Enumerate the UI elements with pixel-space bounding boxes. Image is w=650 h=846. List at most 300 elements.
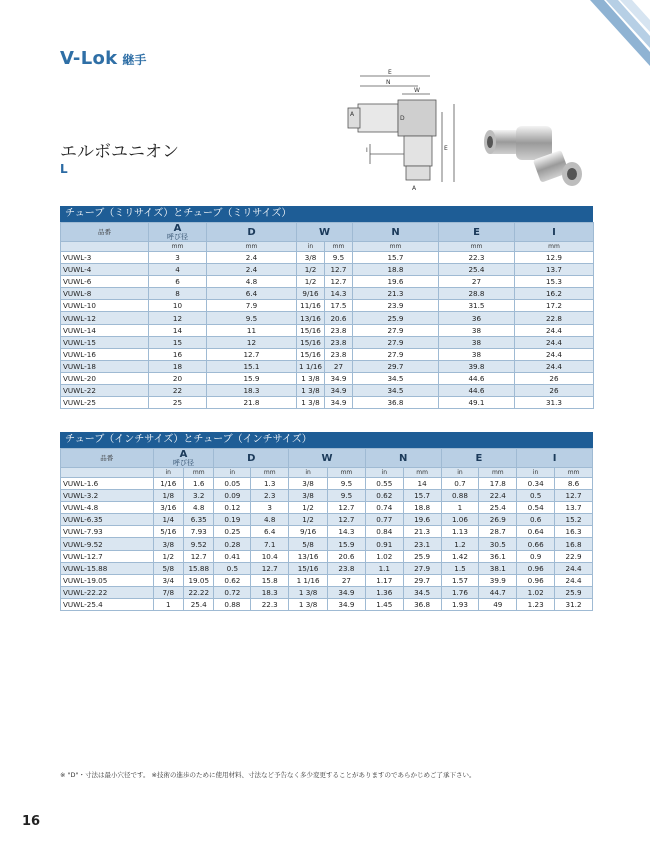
part-number-cell: VUWL-8: [61, 288, 149, 300]
diagram-label-e2: E: [444, 145, 448, 152]
table-cell: 15.7: [353, 252, 439, 264]
table-cell: 39.8: [439, 360, 515, 372]
table-cell: 25.4: [184, 598, 214, 610]
table-cell: 22.22: [184, 586, 214, 598]
table-cell: 4.8: [207, 276, 297, 288]
table-cell: 13.7: [515, 264, 594, 276]
table-cell: 21.3: [403, 526, 441, 538]
table-cell: 39.9: [479, 574, 517, 586]
inch-table-grid: [60, 448, 593, 611]
table-cell: 19.05: [184, 574, 214, 586]
table-row: [61, 478, 593, 490]
table-cell: 1.13: [441, 526, 479, 538]
part-number-cell: VUWL-10: [61, 300, 149, 312]
table-row: [61, 598, 593, 610]
table-cell: 8: [149, 288, 207, 300]
table-cell: 29.7: [353, 360, 439, 372]
col-e: E: [441, 449, 517, 468]
table-cell: 25: [149, 397, 207, 409]
table-cell: 4.8: [251, 514, 289, 526]
table-cell: 14: [149, 324, 207, 336]
table-cell: 27.9: [353, 348, 439, 360]
col-e: E: [439, 223, 515, 242]
col-w: W: [289, 449, 366, 468]
table-cell: 0.64: [517, 526, 555, 538]
table-cell: 31.2: [555, 598, 593, 610]
table-cell: 6: [149, 276, 207, 288]
table-cell: 25.4: [439, 264, 515, 276]
table-cell: 1 1/16: [289, 574, 328, 586]
table-cell: 27.9: [353, 336, 439, 348]
table-cell: 0.9: [517, 550, 555, 562]
table-cell: 34.9: [328, 586, 366, 598]
table-cell: 15.2: [555, 514, 593, 526]
part-number-cell: VUWL-22: [61, 385, 149, 397]
unit-mm: mm: [149, 242, 207, 252]
page-title: エルボユニオン: [60, 142, 179, 162]
table-row: [61, 300, 594, 312]
table-cell: 2.3: [251, 490, 289, 502]
diagram-label-e: E: [388, 69, 392, 76]
diagram-label-a: A: [412, 185, 417, 192]
table-cell: 29.7: [403, 574, 441, 586]
table-cell: 34.9: [325, 385, 353, 397]
table-cell: 0.66: [517, 538, 555, 550]
table-cell: 1/2: [153, 550, 183, 562]
table-cell: 27.9: [403, 562, 441, 574]
table-row: [61, 385, 594, 397]
unit-mm: mm: [515, 242, 594, 252]
unit-mm: mm: [555, 468, 593, 478]
table-cell: 23.8: [325, 324, 353, 336]
table-cell: 15.8: [251, 574, 289, 586]
footnote: ※ "D"・寸法は最小穴径です。 ※技術の進歩のために使用材料、寸法など予告なく多少変更することがありますのであらかじめご了承下さい。: [60, 771, 476, 779]
col-d: D: [214, 449, 289, 468]
table-cell: 30.5: [479, 538, 517, 550]
table-cell: 12.7: [328, 514, 366, 526]
table-cell: 12.7: [251, 562, 289, 574]
table-cell: 12.7: [325, 264, 353, 276]
table-cell: 18.8: [403, 502, 441, 514]
table-row: [61, 514, 593, 526]
col-part: 品番: [61, 223, 149, 242]
part-number-cell: VUWL-4: [61, 264, 149, 276]
table-cell: 13.7: [555, 502, 593, 514]
table-cell: 26: [515, 385, 594, 397]
table-cell: 15.1: [207, 360, 297, 372]
table-row: [61, 348, 594, 360]
table-cell: 0.62: [365, 490, 403, 502]
part-number-cell: VUWL-12: [61, 312, 149, 324]
table-cell: 3/4: [153, 574, 183, 586]
unit-blank: [61, 468, 154, 478]
table-cell: 7/8: [153, 586, 183, 598]
unit-in: in: [441, 468, 479, 478]
table-cell: 22.8: [515, 312, 594, 324]
table-cell: 24.4: [515, 348, 594, 360]
table-cell: 4: [149, 264, 207, 276]
table-cell: 18.3: [207, 385, 297, 397]
table-cell: 34.5: [403, 586, 441, 598]
table-cell: 21.3: [353, 288, 439, 300]
table-cell: 4.8: [184, 502, 214, 514]
col-n: N: [353, 223, 439, 242]
table-cell: 5/16: [153, 526, 183, 538]
table-cell: 28.7: [479, 526, 517, 538]
table-cell: 3/8: [297, 252, 325, 264]
table-row: [61, 502, 593, 514]
table-cell: 22.9: [555, 550, 593, 562]
table-cell: 7.93: [184, 526, 214, 538]
table-cell: 8.6: [555, 478, 593, 490]
table-cell: 1.57: [441, 574, 479, 586]
part-number-cell: VUWL-7.93: [61, 526, 154, 538]
table-cell: 23.9: [353, 300, 439, 312]
table-cell: 20.6: [328, 550, 366, 562]
table-cell: 20.6: [325, 312, 353, 324]
table-cell: 15/16: [297, 348, 325, 360]
inch-table: [60, 432, 593, 611]
diagram-label-w: W: [414, 87, 420, 94]
table-row: [61, 550, 593, 562]
table-cell: 24.4: [555, 562, 593, 574]
table-cell: 1.02: [365, 550, 403, 562]
table-cell: 27: [328, 574, 366, 586]
table-cell: 27: [439, 276, 515, 288]
table-cell: 11/16: [297, 300, 325, 312]
table-cell: 27: [325, 360, 353, 372]
unit-mm: mm: [439, 242, 515, 252]
table-cell: 38: [439, 348, 515, 360]
table-cell: 17.8: [479, 478, 517, 490]
unit-mm: mm: [403, 468, 441, 478]
table-cell: 28.8: [439, 288, 515, 300]
table-cell: 13/16: [289, 550, 328, 562]
diagram-label-i: I: [366, 147, 368, 154]
part-number-cell: VUWL-22.22: [61, 586, 154, 598]
table-cell: 0.54: [517, 502, 555, 514]
table-cell: 31.3: [515, 397, 594, 409]
table-cell: 34.9: [328, 598, 366, 610]
table-cell: 0.19: [214, 514, 251, 526]
part-number-cell: VUWL-6.35: [61, 514, 154, 526]
table-cell: 1/2: [289, 502, 328, 514]
table-row: [61, 490, 593, 502]
table-cell: 24.4: [515, 336, 594, 348]
table-cell: 3/16: [153, 502, 183, 514]
table-cell: 6.35: [184, 514, 214, 526]
table-cell: 2.4: [207, 264, 297, 276]
table-cell: 34.9: [325, 372, 353, 384]
table-cell: 3: [251, 502, 289, 514]
table-cell: 36.8: [353, 397, 439, 409]
unit-mm: mm: [353, 242, 439, 252]
table-cell: 9/16: [289, 526, 328, 538]
elbow-union-diagram: [330, 64, 470, 198]
table-cell: 0.41: [214, 550, 251, 562]
table-cell: 1/16: [153, 478, 183, 490]
table-cell: 1/2: [297, 264, 325, 276]
page-number: 16: [22, 814, 41, 829]
metric-table-grid: [60, 222, 594, 409]
inch-table-title: チューブ（インチサイズ）とチューブ（インチサイズ）: [60, 432, 593, 448]
col-i: I: [517, 449, 593, 468]
table-cell: 0.77: [365, 514, 403, 526]
table-cell: 16.8: [555, 538, 593, 550]
unit-mm: mm: [325, 242, 353, 252]
table-cell: 1.23: [517, 598, 555, 610]
table-cell: 19.6: [353, 276, 439, 288]
table-cell: 12: [207, 336, 297, 348]
table-cell: 1 3/8: [297, 397, 325, 409]
table-row: [61, 574, 593, 586]
table-cell: 10: [149, 300, 207, 312]
table-cell: 34.5: [353, 385, 439, 397]
table-cell: 2.4: [207, 252, 297, 264]
part-number-cell: VUWL-15.88: [61, 562, 154, 574]
unit-mm: mm: [207, 242, 297, 252]
table-cell: 1.36: [365, 586, 403, 598]
table-cell: 22.3: [439, 252, 515, 264]
table-row: [61, 372, 594, 384]
part-number-cell: VUWL-3.2: [61, 490, 154, 502]
table-cell: 12.9: [515, 252, 594, 264]
col-w: W: [297, 223, 353, 242]
table-cell: 36.8: [403, 598, 441, 610]
table-cell: 7.1: [251, 538, 289, 550]
table-cell: 1 3/8: [297, 372, 325, 384]
table-cell: 1/8: [153, 490, 183, 502]
table-row: [61, 526, 593, 538]
table-cell: 16: [149, 348, 207, 360]
part-number-cell: VUWL-25.4: [61, 598, 154, 610]
table-cell: 22.4: [479, 490, 517, 502]
table-cell: 13/16: [297, 312, 325, 324]
diagram-label-a2: A: [350, 111, 355, 118]
corner-decoration: [570, 0, 650, 70]
table-cell: 5/8: [153, 562, 183, 574]
part-number-cell: VUWL-1.6: [61, 478, 154, 490]
table-cell: 10.4: [251, 550, 289, 562]
part-number-cell: VUWL-6: [61, 276, 149, 288]
unit-in: in: [153, 468, 183, 478]
table-row: [61, 324, 594, 336]
table-cell: 1.42: [441, 550, 479, 562]
table-cell: 24.4: [515, 324, 594, 336]
table-cell: 3: [149, 252, 207, 264]
table-cell: 17.5: [325, 300, 353, 312]
part-number-cell: VUWL-4.8: [61, 502, 154, 514]
table-cell: 38: [439, 324, 515, 336]
table-cell: 15.3: [515, 276, 594, 288]
table-cell: 1: [441, 502, 479, 514]
table-row: [61, 276, 594, 288]
table-cell: 0.6: [517, 514, 555, 526]
table-cell: 0.84: [365, 526, 403, 538]
table-cell: 0.28: [214, 538, 251, 550]
table-cell: 0.05: [214, 478, 251, 490]
table-row: [61, 538, 593, 550]
part-number-cell: VUWL-25: [61, 397, 149, 409]
table-cell: 15.9: [328, 538, 366, 550]
table-row: [61, 252, 594, 264]
table-cell: 12.7: [184, 550, 214, 562]
page-subtitle: L: [60, 162, 68, 176]
table-cell: 9.52: [184, 538, 214, 550]
table-cell: 0.12: [214, 502, 251, 514]
table-cell: 0.72: [214, 586, 251, 598]
table-cell: 1 1/16: [297, 360, 325, 372]
table-cell: 0.5: [517, 490, 555, 502]
table-cell: 0.62: [214, 574, 251, 586]
table-cell: 0.25: [214, 526, 251, 538]
col-part: 品番: [61, 449, 154, 468]
table-cell: 0.09: [214, 490, 251, 502]
table-row: [61, 264, 594, 276]
table-cell: 23.1: [403, 538, 441, 550]
table-cell: 0.34: [517, 478, 555, 490]
table-row: [61, 397, 594, 409]
table-cell: 0.91: [365, 538, 403, 550]
table-cell: 12.7: [328, 502, 366, 514]
table-cell: 1: [153, 598, 183, 610]
table-cell: 1.2: [441, 538, 479, 550]
part-number-cell: VUWL-16: [61, 348, 149, 360]
table-cell: 9.5: [325, 252, 353, 264]
table-cell: 49: [479, 598, 517, 610]
table-cell: 15/16: [297, 324, 325, 336]
table-row: [61, 288, 594, 300]
table-cell: 12: [149, 312, 207, 324]
table-cell: 14.3: [328, 526, 366, 538]
unit-blank: [61, 242, 149, 252]
part-number-cell: VUWL-12.7: [61, 550, 154, 562]
unit-in: in: [297, 242, 325, 252]
unit-in: in: [365, 468, 403, 478]
table-cell: 1.17: [365, 574, 403, 586]
table-cell: 44.6: [439, 385, 515, 397]
table-row: [61, 336, 594, 348]
table-row: [61, 312, 594, 324]
table-cell: 15.7: [403, 490, 441, 502]
table-row: [61, 360, 594, 372]
table-cell: 24.4: [555, 574, 593, 586]
table-cell: 44.7: [479, 586, 517, 598]
table-cell: 49.1: [439, 397, 515, 409]
part-number-cell: VUWL-18: [61, 360, 149, 372]
table-cell: 5/8: [289, 538, 328, 550]
table-cell: 25.9: [555, 586, 593, 598]
unit-in: in: [289, 468, 328, 478]
part-number-cell: VUWL-14: [61, 324, 149, 336]
table-cell: 1.06: [441, 514, 479, 526]
table-cell: 38.1: [479, 562, 517, 574]
table-cell: 1/2: [289, 514, 328, 526]
unit-mm: mm: [479, 468, 517, 478]
brand-logo-sub: 継手: [122, 53, 147, 67]
table-cell: 0.96: [517, 574, 555, 586]
table-cell: 11: [207, 324, 297, 336]
table-cell: 15.88: [184, 562, 214, 574]
table-cell: 3/8: [289, 478, 328, 490]
table-cell: 26: [515, 372, 594, 384]
table-cell: 23.8: [325, 348, 353, 360]
table-cell: 1.1: [365, 562, 403, 574]
table-cell: 1.76: [441, 586, 479, 598]
table-cell: 25.9: [353, 312, 439, 324]
part-number-cell: VUWL-20: [61, 372, 149, 384]
table-cell: 18.8: [353, 264, 439, 276]
table-cell: 1.93: [441, 598, 479, 610]
table-cell: 20: [149, 372, 207, 384]
table-cell: 22.3: [251, 598, 289, 610]
table-cell: 36: [439, 312, 515, 324]
table-cell: 9.5: [328, 478, 366, 490]
table-cell: 0.5: [214, 562, 251, 574]
table-cell: 16.3: [555, 526, 593, 538]
part-number-cell: VUWL-9.52: [61, 538, 154, 550]
table-cell: 1.5: [441, 562, 479, 574]
table-cell: 44.6: [439, 372, 515, 384]
table-cell: 3/8: [153, 538, 183, 550]
table-cell: 15: [149, 336, 207, 348]
unit-mm: mm: [184, 468, 214, 478]
table-cell: 1/4: [153, 514, 183, 526]
table-cell: 0.55: [365, 478, 403, 490]
table-cell: 22: [149, 385, 207, 397]
table-cell: 15.9: [207, 372, 297, 384]
table-cell: 9/16: [297, 288, 325, 300]
table-cell: 31.5: [439, 300, 515, 312]
table-cell: 1.6: [184, 478, 214, 490]
table-cell: 12.7: [555, 490, 593, 502]
col-n: N: [365, 449, 441, 468]
table-cell: 6.4: [251, 526, 289, 538]
table-cell: 1/2: [297, 276, 325, 288]
diagram-label-d: D: [400, 115, 405, 122]
col-d: D: [207, 223, 297, 242]
product-photo: [482, 116, 592, 196]
table-cell: 34.5: [353, 372, 439, 384]
table-cell: 25.4: [479, 502, 517, 514]
table-cell: 0.88: [214, 598, 251, 610]
table-cell: 1 3/8: [297, 385, 325, 397]
table-cell: 9.5: [328, 490, 366, 502]
table-cell: 1 3/8: [289, 598, 328, 610]
table-cell: 6.4: [207, 288, 297, 300]
metric-table: [60, 206, 593, 409]
table-cell: 21.8: [207, 397, 297, 409]
part-number-cell: VUWL-15: [61, 336, 149, 348]
table-cell: 19.6: [403, 514, 441, 526]
table-cell: 12.7: [325, 276, 353, 288]
metric-table-title: チューブ（ミリサイズ）とチューブ（ミリサイズ）: [60, 206, 593, 222]
table-cell: 1.02: [517, 586, 555, 598]
table-cell: 14.3: [325, 288, 353, 300]
unit-in: in: [517, 468, 555, 478]
table-cell: 0.74: [365, 502, 403, 514]
table-row: [61, 586, 593, 598]
table-cell: 3.2: [184, 490, 214, 502]
col-a: A 呼び径: [153, 449, 214, 468]
part-number-cell: VUWL-19.05: [61, 574, 154, 586]
unit-in: in: [214, 468, 251, 478]
table-cell: 17.2: [515, 300, 594, 312]
col-a: A 呼び径: [149, 223, 207, 242]
table-cell: 36.1: [479, 550, 517, 562]
table-cell: 24.4: [515, 360, 594, 372]
table-cell: 14: [403, 478, 441, 490]
